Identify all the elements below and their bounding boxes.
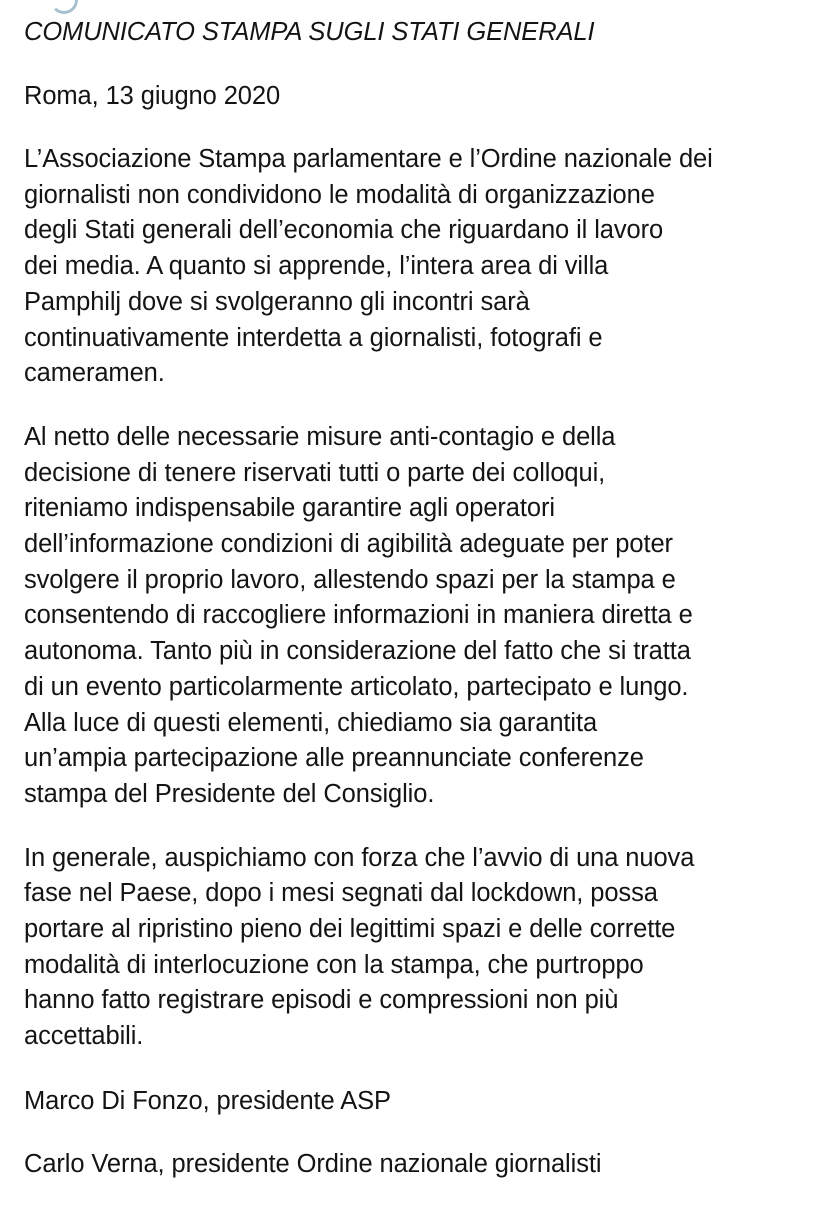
text-line: decisione di tenere riservati tutti o parte dei colloqui, — [24, 458, 606, 487]
cropped-icon-fragment — [50, 0, 78, 14]
paragraph-3 — [24, 841, 814, 1055]
text-line: svolgere il proprio lavoro, allestendo spazi per la stampa e — [24, 565, 676, 594]
text-line: Al netto delle necessarie misure anti-contagio e della — [24, 422, 616, 451]
text-line: modalità di interlocuzione con la stampa, che purtroppo — [24, 950, 644, 979]
text-line: Pamphilj dove si svolgeranno gli incontri sarà — [24, 287, 530, 316]
text-line: accettabili. — [24, 1022, 144, 1051]
text-line: fase nel Paese, dopo i mesi segnati dal lockdown, possa — [24, 879, 658, 908]
text-line: consentendo di raccogliere informazioni in maniera diretta e — [24, 601, 693, 630]
press-release — [24, 14, 814, 1209]
text-line: autonoma. Tanto più in considerazione del fatto che si tratta — [24, 637, 691, 666]
text-line: portare al ripristino pieno dei legittimi spazi e delle corrette — [24, 915, 676, 944]
text-line: hanno fatto registrare episodi e compressioni non più — [24, 986, 619, 1015]
text-line: degli Stati generali dell’economia che riguardano il lavoro — [24, 216, 664, 245]
text-line: In generale, auspichiamo con forza che l’avvio di una nuova — [24, 843, 695, 872]
text-line: continuativamente interdetta a giornalisti, fotografi e — [24, 323, 603, 352]
text-line: giornalisti non condividono le modalità di organizzazione — [24, 180, 655, 209]
paragraph-1 — [24, 142, 814, 392]
text-line: Alla luce di questi elementi, chiediamo sia garantita — [24, 708, 598, 737]
text-line: dell’informazione condizioni di agibilità adeguate per poter — [24, 530, 673, 559]
text-line: di un evento particolarmente articolato, partecipato e lungo. — [24, 672, 689, 701]
text-line: dei media. A quanto si apprende, l’intera area di villa — [24, 252, 609, 281]
document-title: COMUNICATO STAMPA SUGLI STATI GENERALI — [24, 18, 595, 46]
text-line: un’ampia partecipazione alle preannunciate conferenze — [24, 744, 644, 773]
document-date: Roma, 13 giugno 2020 — [24, 82, 281, 110]
signature-asp: Marco Di Fonzo, presidente ASP — [24, 1086, 391, 1115]
signature-ordine: Carlo Verna, presidente Ordine nazionale giornalisti — [24, 1149, 602, 1178]
paragraph-2 — [24, 420, 814, 813]
text-line: L’Associazione Stampa parlamentare e l’Ordine nazionale dei — [24, 145, 713, 173]
text-line: cameramen. — [24, 359, 165, 388]
text-line: stampa del Presidente del Consiglio. — [24, 779, 435, 808]
text-line: riteniamo indispensabile garantire agli operatori — [24, 494, 555, 523]
